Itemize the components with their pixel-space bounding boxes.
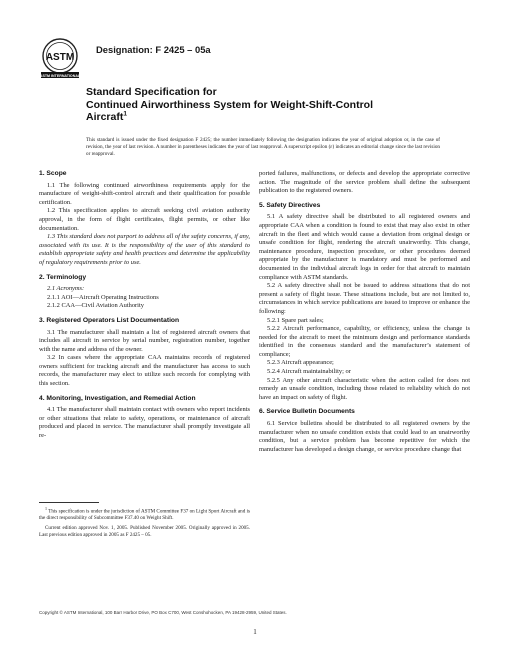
title-line-2: Continued Airworthiness System for Weight-Shift-Control (86, 98, 373, 111)
section-heading: 5. Safety Directives (259, 201, 321, 209)
astm-logo (38, 36, 82, 80)
title-line-3-text: Aircraft (86, 111, 124, 123)
footnote-text: This specification is under the jurisdiction of ASTM Committee F37 on Light Sport Aircraft and is the direct responsibility of Subcommittee F37.40 on Weight Shift. (39, 508, 250, 522)
paragraph: 3.2 In cases where the appropriate CAA maintains records of registered owners sufficient for tracking aircraft and the manufacturer has access to such records, the manufacturer may elect to utilize such records for complying with this section. (39, 354, 250, 388)
svg-text:ASTM: ASTM (45, 52, 75, 63)
paragraph: 5.2.1 Spare part sales; (267, 316, 324, 324)
footnote-divider (39, 502, 99, 503)
paragraph: ported failures, malfunctions, or defects and develop the appropriate corrective action. The magnitude of the service problem shall define the subsequent publication to the registered owners. (259, 170, 470, 195)
logo-wordmark: ASTM INTERNATIONAL (39, 74, 81, 78)
paragraph: 1.2 This specification applies to aircraft seeking civil aviation authority approval, in the form of flight certificates, flight permits, or other like documentation. (39, 207, 250, 232)
title-line-1: Standard Specification for (86, 86, 217, 98)
footnote: Current edition approved Nov. 1, 2005. Published November 2005. Originally approved in 2005. Last previous edition approved in 2005 as F 2425 – 05. (39, 525, 250, 538)
paragraph: 5.1 A safety directive shall be distributed to all registered owners and appropriate CAA when a condition is found to exist that may also exist in other aircraft in the fleet and which would cause a deviation from original design or unsafe condition for flight, rendering the aircraft unairworthy. This change, maintenance procedure, inspection procedure, or other procedures deemed appropriate by the manufacturer is mandatory and must be performed and documented in the individual aircraft logs in order for that aircraft to maintain compliance with ASTM standards. (259, 213, 470, 281)
paragraph: 5.2 A safety directive shall not be issued to address situations that do not present a safety of flight issue. These situations include, but are not limited to, circumstances in which service publications are issued to improve or enhance the following: (259, 282, 470, 315)
title-line-3 (86, 111, 446, 124)
paragraph: 4.1 The manufacturer shall maintain contact with owners who report incidents or other situations that relate to safety, operations, or maintenance of aircraft produced and placed in service. The manufacturer shall promptly investigate all re- (39, 406, 250, 440)
paragraph: 2.1.2 CAA—Civil Aviation Authority (47, 302, 144, 310)
section-heading: 6. Service Bulletin Documents (259, 408, 355, 416)
paragraph: 2.1.1 AOI—Aircraft Operating Instructions (47, 293, 159, 301)
footnotes (39, 506, 250, 542)
paragraph: 1.3 This standard does not purport to address all of the safety concerns, if any, associated with its use. It is the responsibility of the user of this standard to establish appropriate safety and health practices and determine the applicability of regulatory requirements prior to use. (39, 233, 250, 266)
footnote (39, 506, 250, 522)
issuance-note: This standard is issued under the fixed designation F 2425; the number immediately following the designation indicates the year of original adoption or, in the case of revision, the year of last revision. A number in parentheses indicates the year of last reapproval. A superscript epsilon (ε) indicates an editorial change since the last revision or reapproval. (86, 137, 440, 158)
paragraph: 2.1 Acronyms: (47, 285, 85, 293)
section-heading: 4. Monitoring, Investigation, and Remedial Action (39, 394, 196, 402)
paragraph: 3.1 The manufacturer shall maintain a list of registered aircraft owners that includes all aircraft in service by serial number, registration number, together with the name and address of the owner. (39, 328, 250, 353)
paragraph: 5.2.3 Aircraft appearance; (267, 359, 334, 367)
right-column (259, 170, 470, 454)
document-title (86, 86, 446, 124)
designation: Designation: F 2425 – 05a (96, 44, 211, 55)
section-heading: 1. Scope (39, 170, 67, 177)
paragraph: 5.2.2 Aircraft performance, capability, or efficiency, unless the change is needed for the aircraft to meet the minimum design and performance standards identified in the consensus standard and the manufacturer’s statement of compliance; (259, 325, 470, 358)
left-column (39, 170, 250, 441)
paragraph: 6.1 Service bulletins should be distributed to all registered owners by the manufacturer when no unsafe condition exists that could lead to an unairworthy condition, but a service problem has become repetitive for which the manufacturer has developed a design change, or service procedure change that (259, 420, 470, 453)
paragraph: 5.2.4 Aircraft maintainability; or (267, 368, 351, 376)
footnote-mark: 1 (45, 506, 47, 511)
section-heading: 3. Registered Operators List Documentation (39, 316, 180, 324)
page-number: 1 (253, 628, 257, 636)
paragraph: 1.1 The following continued airworthiness requirements apply for the manufacture of weight-shift-control aircraft and their qualification for possible certification. (39, 181, 250, 206)
section-heading: 2. Terminology (39, 273, 87, 281)
copyright-line: Copyright © ASTM International, 100 Barr Harbor Drive, PO Box C700, West Conshohocken, PA 19428-2959, United States. (39, 610, 287, 615)
paragraph: 5.2.5 Any other aircraft characteristic when the action called for does not remedy an unsafe condition, including those related to reliability which do not have an impact on safety of flight. (259, 376, 470, 401)
title-footnote-mark: 1 (123, 110, 127, 118)
